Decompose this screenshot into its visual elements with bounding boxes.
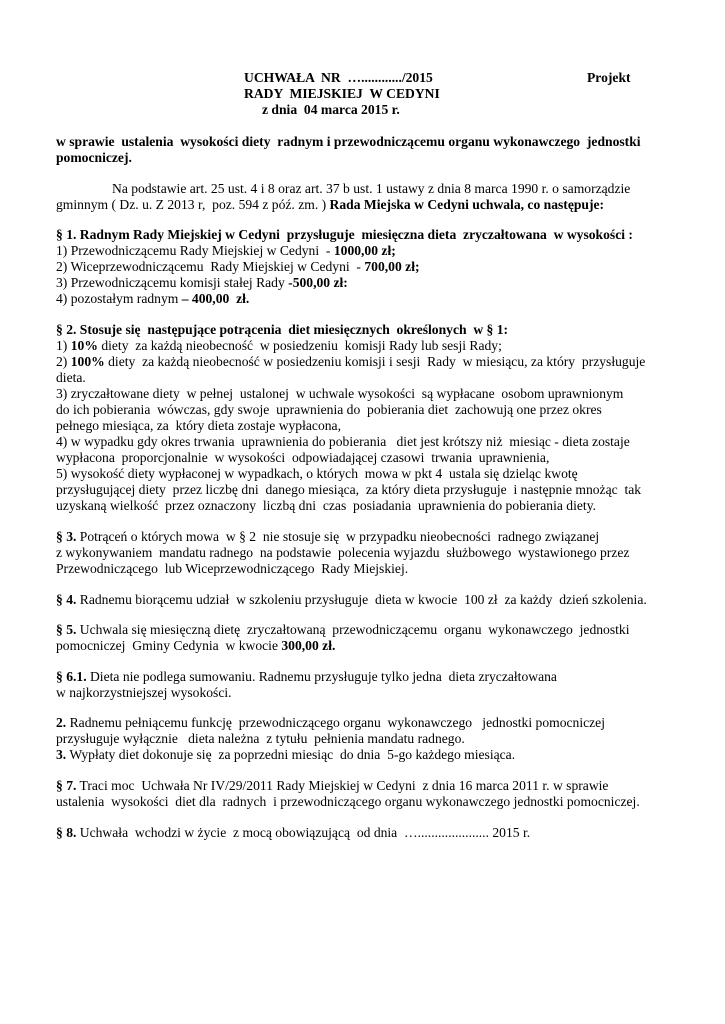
- section-2-item-1: 1) 10% diety za każdą nieobecność w posiedzeniu komisji Rady lub sesji Rady;: [56, 338, 502, 353]
- section-2-item-2-cont: dieta.: [56, 370, 86, 385]
- section-3-line-1: § 3. Potrąceń o których mowa w § 2 nie stosuje się w przypadku nieobecności radnego związanej: [56, 529, 600, 544]
- section-1-item-1: 1) Przewodniczącemu Rady Miejskiej w Cedyni - 1000,00 zł;: [56, 243, 396, 258]
- section-1-heading: § 1. Radnym Rady Miejskiej w Cedyni przysługuje miesięczna dieta zryczałtowana w wysokości :: [56, 227, 633, 242]
- subject-line-2: pomocniczej.: [56, 150, 132, 165]
- resolution-date: z dnia 04 marca 2015 r.: [262, 102, 400, 117]
- section-2-item-5-cont: przysługującej diety przez liczbę dni danego miesiąca, za który dieta przysługuje i następnie mnożąc tak: [56, 482, 642, 497]
- council-name: RADY MIEJSKIEJ W CEDYNI: [244, 86, 440, 101]
- preamble-line-2: gminnym ( Dz. u. Z 2013 r, poz. 594 z póź. zm. ) Rada Miejska w Cedyni uchwala, co następuje:: [56, 197, 605, 212]
- section-5-line-2: pomocniczej Gminy Cedynia w kwocie 300,00 zł.: [56, 638, 336, 653]
- section-7-line-1: § 7. Traci moc Uchwała Nr IV/29/2011 Rady Miejskiej w Cedyni z dnia 16 marca 2011 r. w sprawie: [56, 778, 609, 793]
- section-6-line-2: w najkorzystniejszej wysokości.: [56, 685, 232, 700]
- section-2-item-4: 4) w wypadku gdy okres trwania uprawnienia do pobierania diet jest krótszy niż miesiąc - dieta zostaje: [56, 434, 630, 449]
- draft-label: Projekt: [587, 70, 631, 85]
- subject-line-1: w sprawie ustalenia wysokości diety radnym i przewodniczącemu organu wykonawczego jednostki: [56, 134, 641, 149]
- section-1-item-2: 2) Wiceprzewodniczącemu Rady Miejskiej w Cedyni - 700,00 zł;: [56, 259, 420, 274]
- section-2-item-4-cont: wypłacona proporcjonalnie w wysokości odpowiadającej czasowi trwania uprawnienia,: [56, 450, 550, 465]
- section-2-item-5: 5) wysokość diety wypłaconej w wypadkach, o których mowa w pkt 4 ustala się dzieląc kwotę: [56, 466, 578, 481]
- section-1-item-3: 3) Przewodniczącemu komisji stałej Rady -500,00 zł:: [56, 275, 348, 290]
- section-2-item-5-cont: uzyskaną wielkość przez oznaczony liczbą dni czas posiadania uprawnienia do pobierania diety.: [56, 498, 597, 513]
- section-5-line-1: § 5. Uchwala się miesięczną dietę zryczałtowaną przewodniczącemu organu wykonawczego jednostki: [56, 622, 630, 637]
- preamble-line-1: Na podstawie art. 25 ust. 4 i 8 oraz art. 37 b ust. 1 ustawy z dnia 8 marca 1990 r. o samorządzie: [112, 181, 631, 196]
- resolution-number: UCHWAŁA NR …............/2015: [244, 70, 433, 85]
- section-2-heading: § 2. Stosuje się następujące potrącenia diet miesięcznych określonych w § 1:: [56, 322, 509, 337]
- section-3-line-3: Przewodniczącego lub Wiceprzewodniczącego Rady Miejskiej.: [56, 561, 409, 576]
- section-2-item-3-cont: do ich pobierania wówczas, gdy swoje uprawnienia do pobierania diet zachowują one przez okres: [56, 402, 602, 417]
- section-1-item-4: 4) pozostałym radnym – 400,00 zł.: [56, 291, 250, 306]
- section-6-point-2-cont: przysługuje wyłącznie dieta należna z tytułu pełnienia mandatu radnego.: [56, 731, 465, 746]
- section-2-item-3: 3) zryczałtowane diety w pełnej ustalonej w uchwale wysokości są wypłacane osobom uprawnionym: [56, 386, 624, 401]
- section-4: § 4. Radnemu biorącemu udział w szkoleniu przysługuje dieta w kwocie 100 zł za każdy dzień szkolenia.: [56, 592, 647, 607]
- section-3-line-2: z wykonywaniem mandatu radnego na podstawie polecenia wyjazdu służbowego wystawionego przez: [56, 545, 630, 560]
- section-7-line-2: ustalenia wysokości diet dla radnych i przewodniczącego organu wykonawczego jednostki pomocniczej.: [56, 794, 640, 809]
- section-8: § 8. Uchwała wchodzi w życie z mocą obowiązującą od dnia …..................... 2015 r.: [56, 825, 531, 840]
- section-2-item-2: 2) 100% diety za każdą nieobecność w posiedzeniu komisji i sesji Rady w miesiącu, za który przysługuje: [56, 354, 646, 369]
- section-6-point-2: 2. Radnemu pełniącemu funkcję przewodniczącego organu wykonawczego jednostki pomocniczej: [56, 715, 605, 730]
- section-6-point-3: 3. Wypłaty diet dokonuje się za poprzedni miesiąc do dnia 5-go każdego miesiąca.: [56, 747, 516, 762]
- section-6-line-1: § 6.1. Dieta nie podlega sumowaniu. Radnemu przysługuje tylko jedna dieta zryczałtowana: [56, 669, 557, 684]
- section-2-item-3-cont: pełnego miesiąca, za który dieta zostaje wypłacona,: [56, 418, 341, 433]
